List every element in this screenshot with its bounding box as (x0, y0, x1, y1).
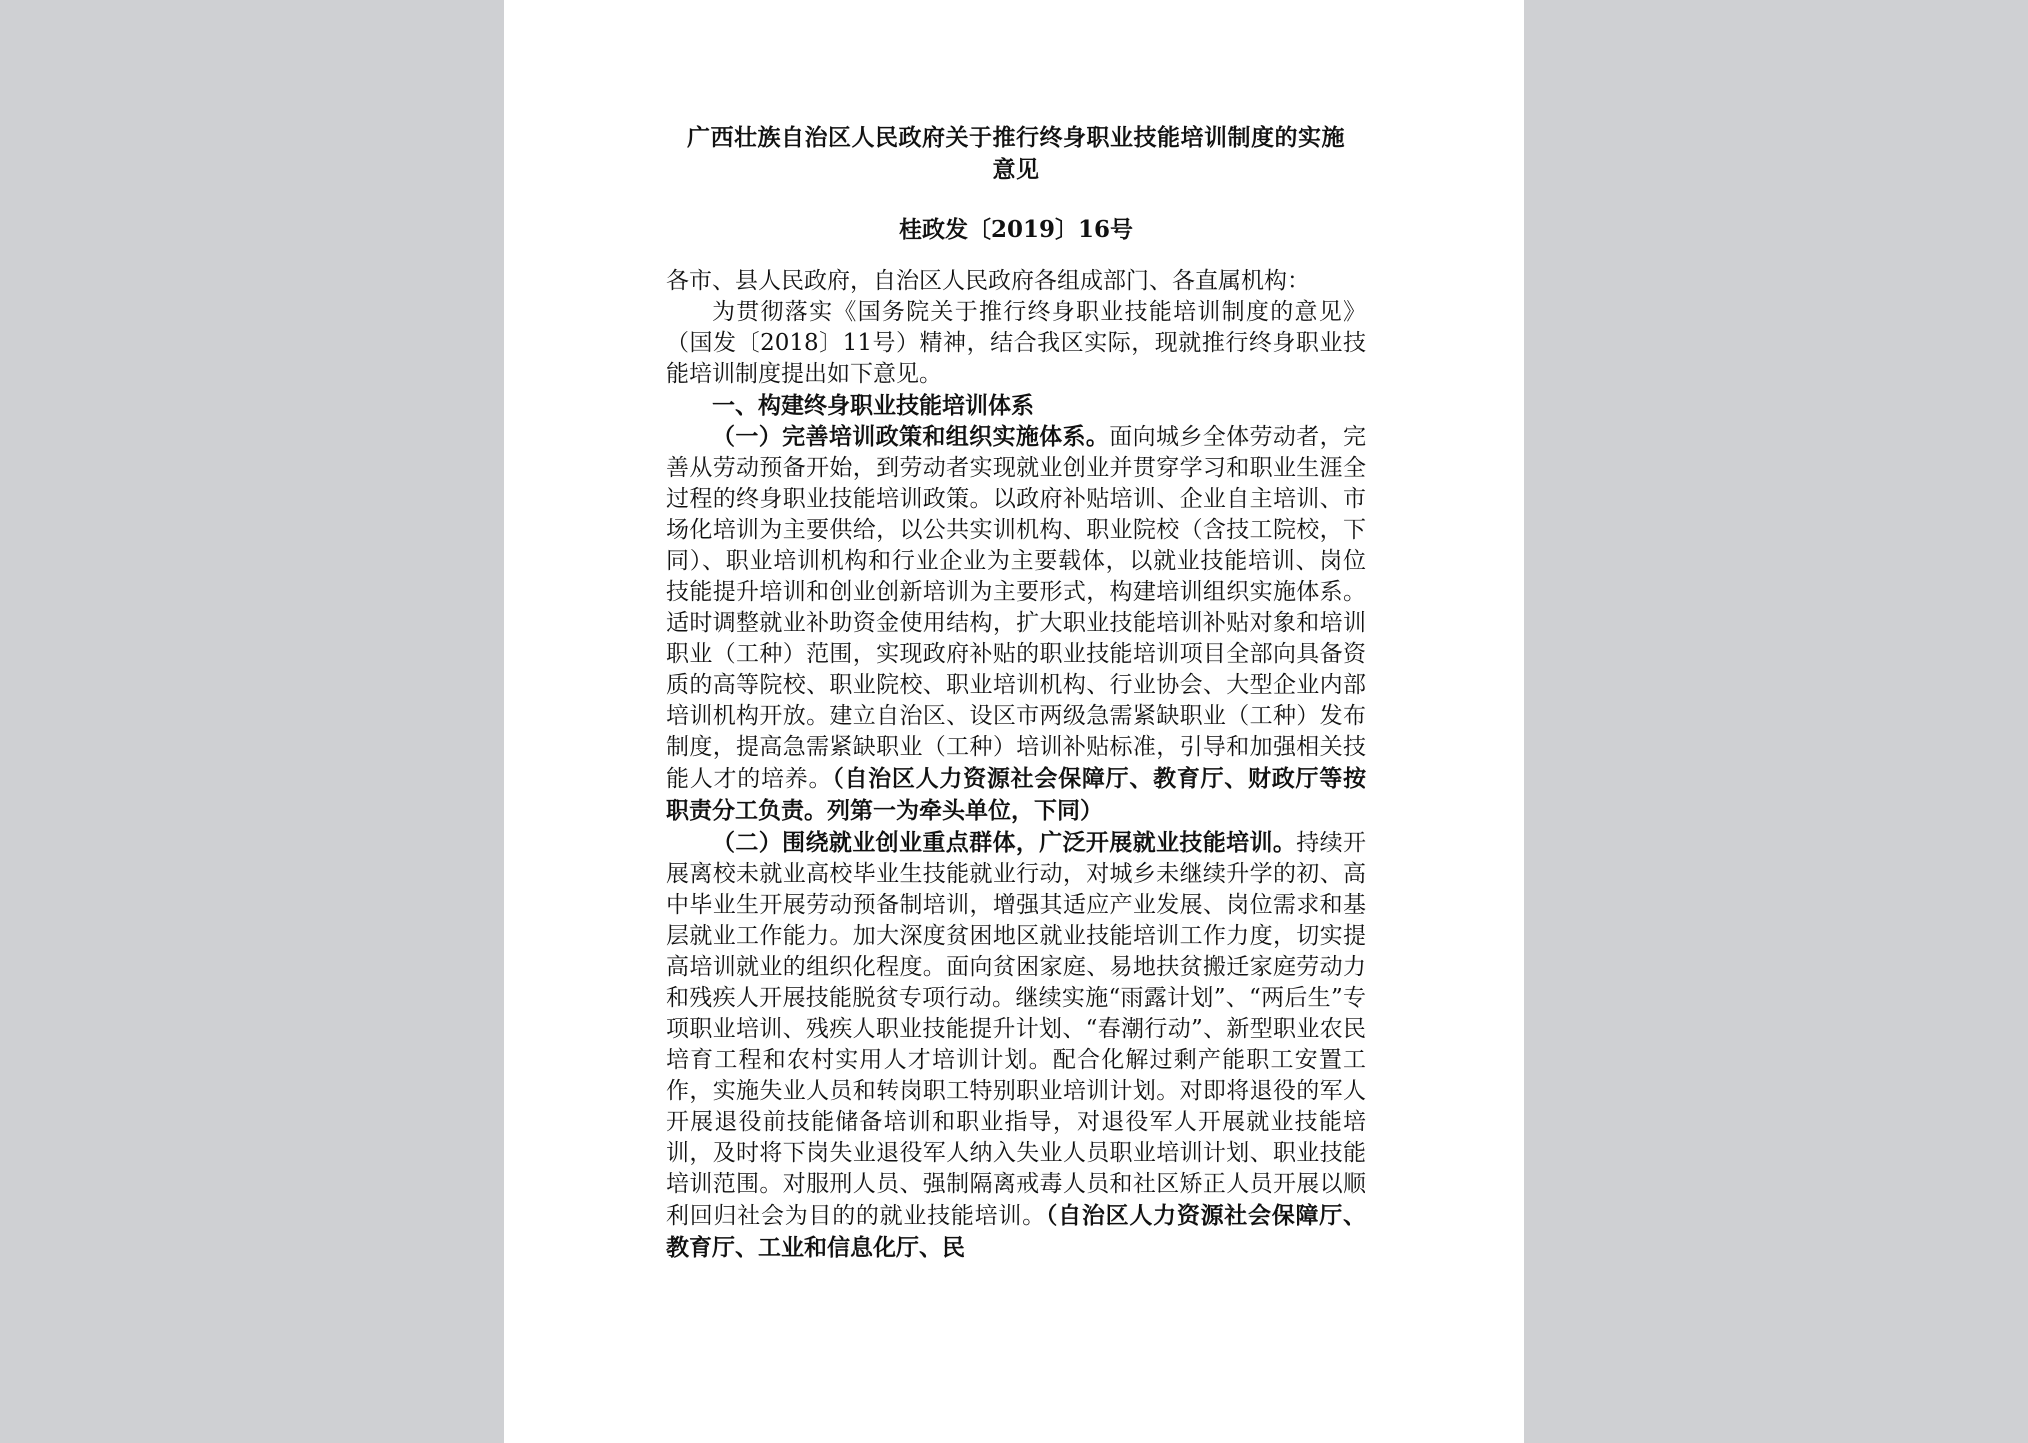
document-page (504, 0, 1524, 1443)
item-1-body: 面向城乡全体劳动者，完善从劳动预备开始，到劳动者实现就业创业并贯穿学习和职业生涯全过程的终身职业技能培训政策。以政府补贴培训、企业自主培训、市场化培训为主要供给，以公共实训机构、职业院校（含技工院校，下同）、职业培训机构和行业企业为主要载体，以就业技能培训、岗位技能提升培训和创业创新培训为主要形式，构建培训组织实施体系。适时调整就业补助资金使用结构，扩大职业技能培训补贴对象和培训职业（工种）范围，实现政府补贴的职业技能培训项目全部向具备资质的高等院校、职业院校、职业培训机构、行业协会、大型企业内部培训机构开放。建立自治区、设区市两级急需紧缺职业（工种）发布制度，提高急需紧缺职业（工种）培训补贴标准，引导和加强相关技能人才的培养。 (666, 424, 1367, 792)
item-1-responsible: （自治区人力资源社会保障厅、教育厅、财政厅等按职责分工负责。列第一为牵头单位，下同） (666, 765, 1367, 824)
item-2-responsible: （自治区人力资源社会保障厅、教育厅、工业和信息化厅、民 (666, 1202, 1367, 1261)
item-2-paragraph (666, 827, 1366, 1264)
intro-paragraph: 为贯彻落实《国务院关于推行终身职业技能培训制度的意见》（国发〔2018〕11号）精神，结合我区实际，现就推行终身职业技能培训制度提出如下意见。 (666, 299, 1366, 387)
item-1-label: （一）完善培训政策和组织实施体系。 (712, 423, 1110, 450)
document-content (666, 122, 1366, 1264)
item-1-paragraph (666, 421, 1366, 827)
title-line-1: 广西壮族自治区人民政府关于推行终身职业技能培训制度的实施 (687, 124, 1345, 151)
item-2-body: 持续开展离校未就业高校毕业生技能就业行动，对城乡未继续升学的初、高中毕业生开展劳动预备制培训，增强其适应产业发展、岗位需求和基层就业工作能力。加大深度贫困地区就业技能培训工作力度，切实提高培训就业的组织化程度。面向贫困家庭、易地扶贫搬迁家庭劳动力和残疾人开展技能脱贫专项行动。继续实施“雨露计划”、“两后生”专项职业培训、残疾人职业技能提升计划、“春潮行动”、新型职业农民培育工程和农村实用人才培训计划。配合化解过剩产能职工安置工作，实施失业人员和转岗职工特别职业培训计划。对即将退役的军人开展退役前技能储备培训和职业指导，对退役军人开展就业技能培训，及时将下岗失业退役军人纳入失业人员职业培训计划、职业技能培训范围。对服刑人员、强制隔离戒毒人员和社区矫正人员开展以顺利回归社会为目的的就业技能培训。 (666, 830, 1367, 1229)
title-line-2: 意见 (992, 156, 1040, 183)
document-title (666, 122, 1366, 186)
section-1-heading: 一、构建终身职业技能培训体系 (712, 392, 1034, 419)
salutation: 各市、县人民政府，自治区人民政府各组成部门、各直属机构： (666, 268, 1310, 294)
document-number: 桂政发〔2019〕16号 (898, 216, 1134, 243)
item-2-label: （二）围绕就业创业重点群体，广泛开展就业技能培训。 (712, 829, 1297, 856)
